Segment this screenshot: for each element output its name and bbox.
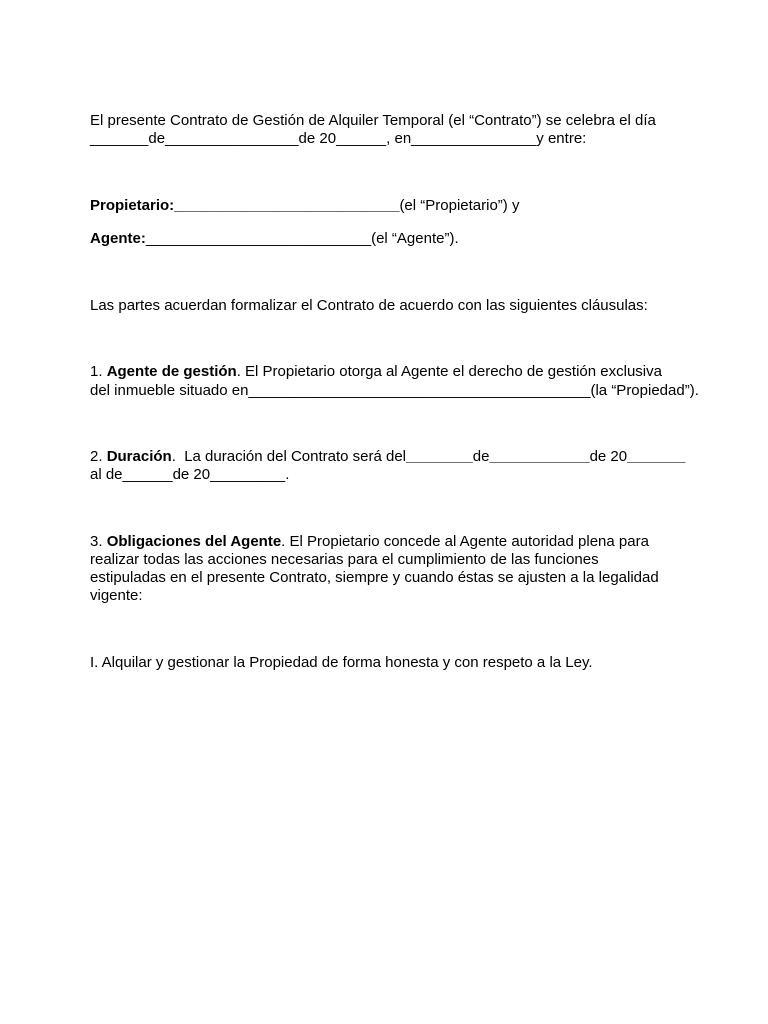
clause-3-title: Obligaciones del Agente [106,533,282,550]
clause-1-line-1 [90,363,662,381]
agente-label: Agente: [90,230,146,247]
clause-2-de: de [472,448,490,465]
clause-3-line-2: realizar todas las acciones necesarias para el cumplimiento de las funciones [90,551,599,568]
clause-1-line-2: del inmueble situado en_________________________________________(la “Propiedad”). [90,382,699,399]
clause-2-blank-month: ____________ [489,448,590,465]
propietario-line [90,197,519,215]
clause-2-line-2: al de______de 20_________. [90,466,290,483]
clause-3-text: . El Propietario concede al Agente autoridad plena para [281,533,649,550]
clause-3-line-4: vigente: [90,587,143,604]
clause-2-blank-day: ________ [406,448,473,465]
clause-1-number: 1. [90,363,107,380]
propietario-blank: ___________________________ [174,197,400,214]
agente-line [90,230,459,248]
clause-2-number: 2. [90,448,107,465]
propietario-suffix: (el “Propietario”) y [399,197,520,214]
obligation-item-1: I. Alquilar y gestionar la Propiedad de forma honesta y con respeto a la Ley. [90,654,593,671]
clause-2-title: Duración [106,448,172,465]
clause-2-line-1 [90,448,686,466]
propietario-label: Propietario: [90,197,175,214]
clause-2-blank-year: _______ [627,448,686,465]
clause-1-title: Agente de gestión [106,363,237,380]
agente-suffix: ___________________________(el “Agente”). [145,230,459,247]
clause-3-number: 3. [90,533,107,550]
intro-line-2: _______de________________de 20______, en_______________y entre: [90,130,587,147]
clause-1-text: . El Propietario otorga al Agente el derecho de gestión exclusiva [236,363,662,380]
clause-2-de-20: de 20 [589,448,628,465]
clause-2-text: . La duración del Contrato será del [171,448,407,465]
partes-paragraph: Las partes acuerdan formalizar el Contrato de acuerdo con las siguientes cláusulas: [90,297,648,314]
clause-3-line-1 [90,533,649,551]
intro-line-1: El presente Contrato de Gestión de Alquiler Temporal (el “Contrato”) se celebra el día [90,112,656,129]
clause-3-line-3: estipuladas en el presente Contrato, siempre y cuando éstas se ajusten a la legalidad [90,569,659,586]
